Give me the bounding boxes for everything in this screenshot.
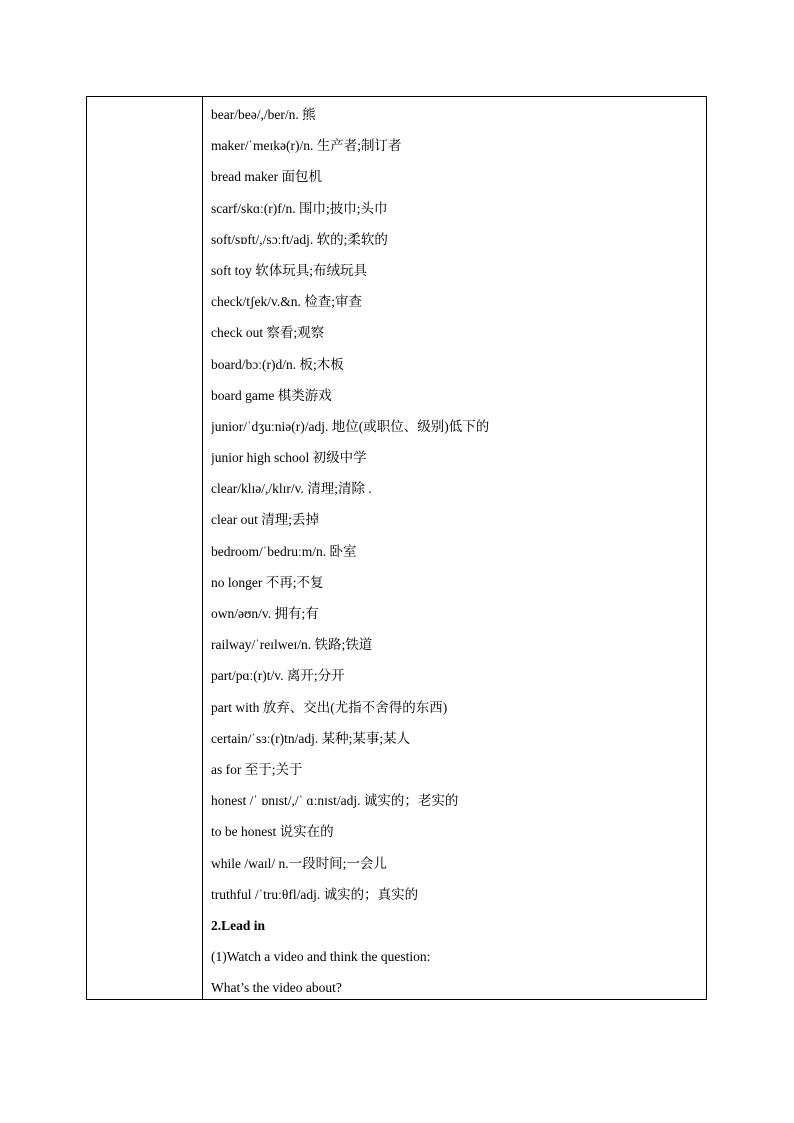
vocabulary-line: bear/beə/,/ber/n. 熊 [211, 107, 316, 122]
vocabulary-line: scarf/skɑː(r)f/n. 围巾;披巾;头巾 [211, 200, 388, 216]
vocabulary-list [211, 103, 702, 1007]
vocabulary-line: board/bɔː(r)d/n. 板;木板 [211, 356, 344, 372]
vocabulary-line: junior/ˈdʒuːniə(r)/adj. 地位(或职位、级别)低下的 [211, 418, 490, 434]
vocabulary-line: check out 察看;观察 [211, 325, 325, 341]
vocabulary-line: junior high school 初级中学 [211, 450, 367, 466]
section-heading: 2.Lead in [211, 917, 266, 933]
table-left-cell [87, 97, 203, 999]
vocabulary-line: clear/klɪə/,/klɪr/v. 清理;清除 . [211, 481, 372, 497]
vocabulary-line: bedroom/ˈbedruːm/n. 卧室 [211, 543, 357, 559]
vocabulary-line: (1)Watch a video and think the question: [211, 949, 431, 965]
vocabulary-table [86, 96, 707, 1000]
vocabulary-line: as for 至于;关于 [211, 761, 303, 777]
vocabulary-line: no longer 不再;不复 [211, 574, 324, 590]
vocabulary-line: railway/ˈreɪlweɪ/n. 铁路;铁道 [211, 637, 373, 653]
vocabulary-line: bread maker 面包机 [211, 169, 322, 185]
vocabulary-line: certain/ˈsɜː(r)tn/adj. 某种;某事;某人 [211, 730, 411, 746]
vocabulary-line: check/tʃek/v.&n. 检查;审查 [211, 294, 362, 310]
vocabulary-line: honest /ˈ ɒnɪst/,/ˈ ɑːnɪst/adj. 诚实的；老实的 [211, 793, 459, 809]
vocabulary-line: board game 棋类游戏 [211, 387, 332, 403]
vocabulary-line: maker/ˈmeɪkə(r)/n. 生产者;制订者 [211, 138, 402, 154]
vocabulary-line: while /waɪl/ n.一段时间;一会儿 [211, 855, 387, 871]
vocabulary-line: own/əʊn/v. 拥有;有 [211, 606, 319, 621]
vocabulary-line: part with 放弃、交出(尤指不舍得的东西) [211, 699, 448, 715]
table-right-cell [203, 97, 706, 999]
vocabulary-line: What’s the video about? [211, 980, 342, 996]
vocabulary-line: clear out 清理;丢掉 [211, 512, 319, 528]
vocabulary-line: soft/sɒft/,/sɔːft/adj. 软的;柔软的 [211, 231, 388, 247]
vocabulary-line: soft toy 软体玩具;布绒玩具 [211, 262, 368, 278]
vocabulary-line: to be honest 说实在的 [211, 824, 334, 840]
vocabulary-line: part/pɑː(r)t/v. 离开;分开 [211, 668, 345, 684]
vocabulary-line: truthful /ˈtruːθfl/adj. 诚实的；真实的 [211, 886, 419, 902]
